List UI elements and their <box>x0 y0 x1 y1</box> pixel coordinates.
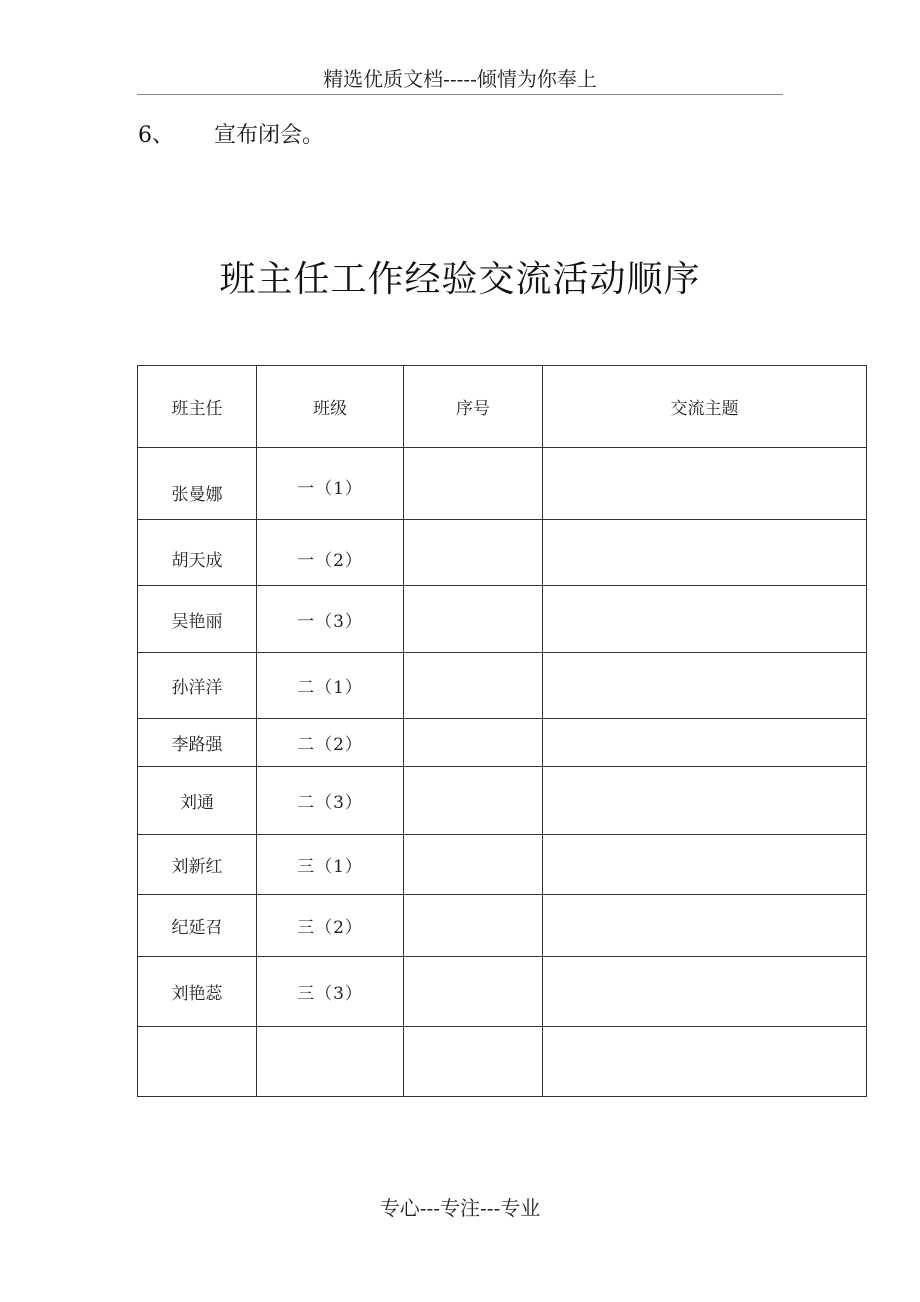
page-title: 班主任工作经验交流活动顺序 <box>219 259 701 300</box>
page-footer <box>0 1194 920 1222</box>
footer-text: 专心---专注---专业 <box>379 1196 541 1220</box>
column-header-seq: 序号 <box>404 366 543 448</box>
seq-cell <box>404 895 543 957</box>
teacher-cell: 孙洋洋 <box>138 653 257 719</box>
seq-cell <box>404 1027 543 1097</box>
teacher-cell: 刘通 <box>138 767 257 835</box>
class-cell: 一（1） <box>257 448 404 520</box>
class-cell: 一（3） <box>257 586 404 653</box>
agenda-item <box>138 121 324 151</box>
page-header <box>137 66 783 95</box>
teacher-cell: 胡天成 <box>138 520 257 586</box>
seq-cell <box>404 448 543 520</box>
class-cell: 二（2） <box>257 719 404 767</box>
header-text: 精选优质文档-----倾情为你奉上 <box>323 67 597 91</box>
table-row <box>138 895 867 957</box>
seq-cell <box>404 520 543 586</box>
class-cell: 三（2） <box>257 895 404 957</box>
seq-cell <box>404 835 543 895</box>
topic-cell <box>543 835 867 895</box>
class-cell: 二（3） <box>257 767 404 835</box>
table-header-row <box>138 366 867 448</box>
teacher-cell: 纪延召 <box>138 895 257 957</box>
topic-cell <box>543 719 867 767</box>
table-row <box>138 520 867 586</box>
column-header-class: 班级 <box>257 366 404 448</box>
schedule-table <box>137 365 867 1097</box>
teacher-cell: 吴艳丽 <box>138 586 257 653</box>
seq-cell <box>404 586 543 653</box>
table-row <box>138 719 867 767</box>
teacher-cell: 刘新红 <box>138 835 257 895</box>
teacher-cell: 刘艳蕊 <box>138 957 257 1027</box>
table-row <box>138 957 867 1027</box>
class-cell: 三（1） <box>257 835 404 895</box>
teacher-cell: 李路强 <box>138 719 257 767</box>
seq-cell <box>404 957 543 1027</box>
class-cell: 二（1） <box>257 653 404 719</box>
table-row <box>138 448 867 520</box>
seq-cell <box>404 767 543 835</box>
topic-cell <box>543 957 867 1027</box>
class-cell: 一（2） <box>257 520 404 586</box>
topic-cell <box>543 520 867 586</box>
topic-cell <box>543 767 867 835</box>
column-header-teacher: 班主任 <box>138 366 257 448</box>
topic-cell <box>543 653 867 719</box>
teacher-cell: 张曼娜 <box>138 448 257 520</box>
table-row <box>138 835 867 895</box>
seq-cell <box>404 719 543 767</box>
topic-cell <box>543 895 867 957</box>
agenda-item-number: 6、 <box>138 123 174 148</box>
topic-cell <box>543 448 867 520</box>
table-row <box>138 1027 867 1097</box>
class-cell: 三（3） <box>257 957 404 1027</box>
seq-cell <box>404 653 543 719</box>
table-row <box>138 767 867 835</box>
table-row <box>138 653 867 719</box>
topic-cell <box>543 586 867 653</box>
column-header-topic: 交流主题 <box>543 366 867 448</box>
table-row <box>138 586 867 653</box>
teacher-cell <box>138 1027 257 1097</box>
class-cell <box>257 1027 404 1097</box>
topic-cell <box>543 1027 867 1097</box>
agenda-item-text: 宣布闭会。 <box>214 123 325 148</box>
